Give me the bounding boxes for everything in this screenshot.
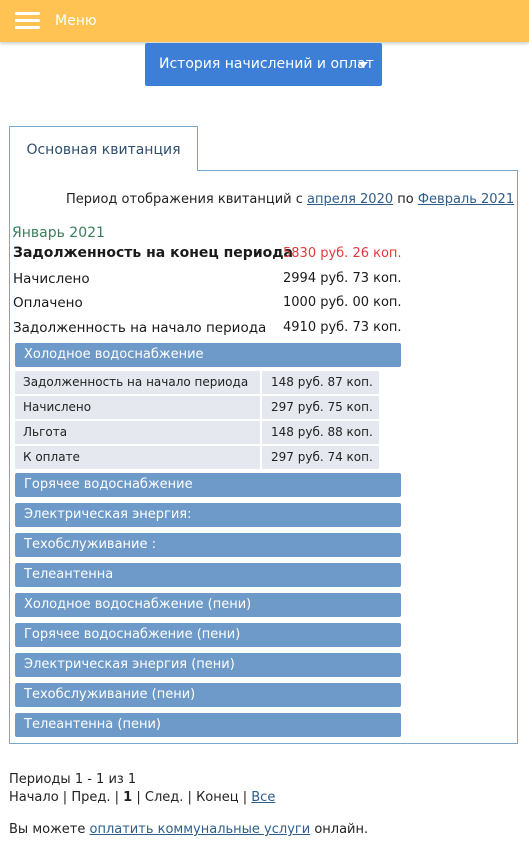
summary-label-paid: Оплачено (13, 295, 83, 311)
detail-value-debt-start: 148 руб. 87 коп. (262, 371, 379, 394)
service-bar-tv-antenna-penalty[interactable]: Телеантенна (пени) (15, 713, 401, 737)
period-prefix: Период отображения квитанций с (66, 192, 303, 207)
service-bar-maintenance[interactable]: Техобслуживание : (15, 533, 401, 557)
top-bar (0, 0, 529, 42)
pagination-separator: | (62, 790, 68, 805)
service-bar-cold-water[interactable]: Холодное водоснабжение (15, 343, 401, 367)
pagination-next: След. (144, 790, 184, 805)
service-bar-tv-antenna[interactable]: Телеантенна (15, 563, 401, 587)
summary-label-debt-start: Задолженность на начало периода (13, 320, 267, 336)
service-bar-hot-water-penalty[interactable]: Горячее водоснабжение (пени) (15, 623, 401, 647)
detail-label-debt-start: Задолженность на начало периода (15, 371, 260, 394)
service-bar-electricity-penalty[interactable]: Электрическая энергия (пени) (15, 653, 401, 677)
detail-value-to-pay: 297 руб. 74 коп. (262, 446, 379, 469)
tab-main-receipt[interactable]: Основная квитанция (9, 126, 198, 171)
history-dropdown-button[interactable] (145, 43, 382, 86)
summary-value-charged: 2994 руб. 73 коп. (283, 271, 402, 286)
detail-label-to-pay: К оплате (15, 446, 260, 469)
service-bar-electricity[interactable]: Электрическая энергия: (15, 503, 401, 527)
pay-online-note (9, 822, 368, 837)
menu-label[interactable]: Меню (55, 13, 97, 29)
period-middle: по (397, 192, 414, 207)
summary-label-debt-end: Задолженность на конец периода (13, 245, 294, 261)
pay-online-suffix: онлайн. (314, 822, 369, 837)
hamburger-icon[interactable] (15, 12, 40, 30)
pagination-separator: | (114, 790, 120, 805)
pagination-current: 1 (123, 790, 133, 805)
detail-value-charged: 297 руб. 75 коп. (262, 396, 379, 419)
pagination-prev: Пред. (71, 790, 111, 805)
pay-online-prefix: Вы можете (9, 822, 86, 837)
detail-label-charged: Начислено (15, 396, 260, 419)
period-from-link[interactable]: апреля 2020 (307, 192, 394, 207)
caret-down-icon (358, 62, 368, 68)
pagination-summary: Периоды 1 - 1 из 1 (9, 772, 137, 787)
service-bar-cold-water-penalty[interactable]: Холодное водоснабжение (пени) (15, 593, 401, 617)
summary-label-charged: Начислено (13, 271, 90, 287)
period-to-link[interactable]: Февраль 2021 (417, 192, 515, 207)
pagination-separator: | (242, 790, 248, 805)
service-bar-maintenance-penalty[interactable]: Техобслуживание (пени) (15, 683, 401, 707)
detail-value-benefit: 148 руб. 88 коп. (262, 421, 379, 444)
summary-value-paid: 1000 руб. 00 коп. (283, 295, 402, 310)
period-line (66, 192, 514, 207)
pagination-first: Начало (9, 790, 59, 805)
history-button-label: История начислений и оплат (159, 56, 374, 72)
pagination-all-link[interactable]: Все (251, 790, 276, 805)
month-heading: Январь 2021 (12, 225, 105, 241)
service-bar-hot-water[interactable]: Горячее водоснабжение (15, 473, 401, 497)
detail-label-benefit: Льгота (15, 421, 260, 444)
pagination-separator: | (187, 790, 192, 805)
pagination (9, 790, 275, 805)
pagination-separator: | (136, 790, 141, 805)
pagination-last: Конец (196, 790, 239, 805)
summary-value-debt-start: 4910 руб. 73 коп. (283, 320, 402, 335)
summary-value-debt-end: 5830 руб. 26 коп. (283, 246, 402, 261)
pay-online-link[interactable]: оплатить коммунальные услуги (89, 822, 311, 837)
